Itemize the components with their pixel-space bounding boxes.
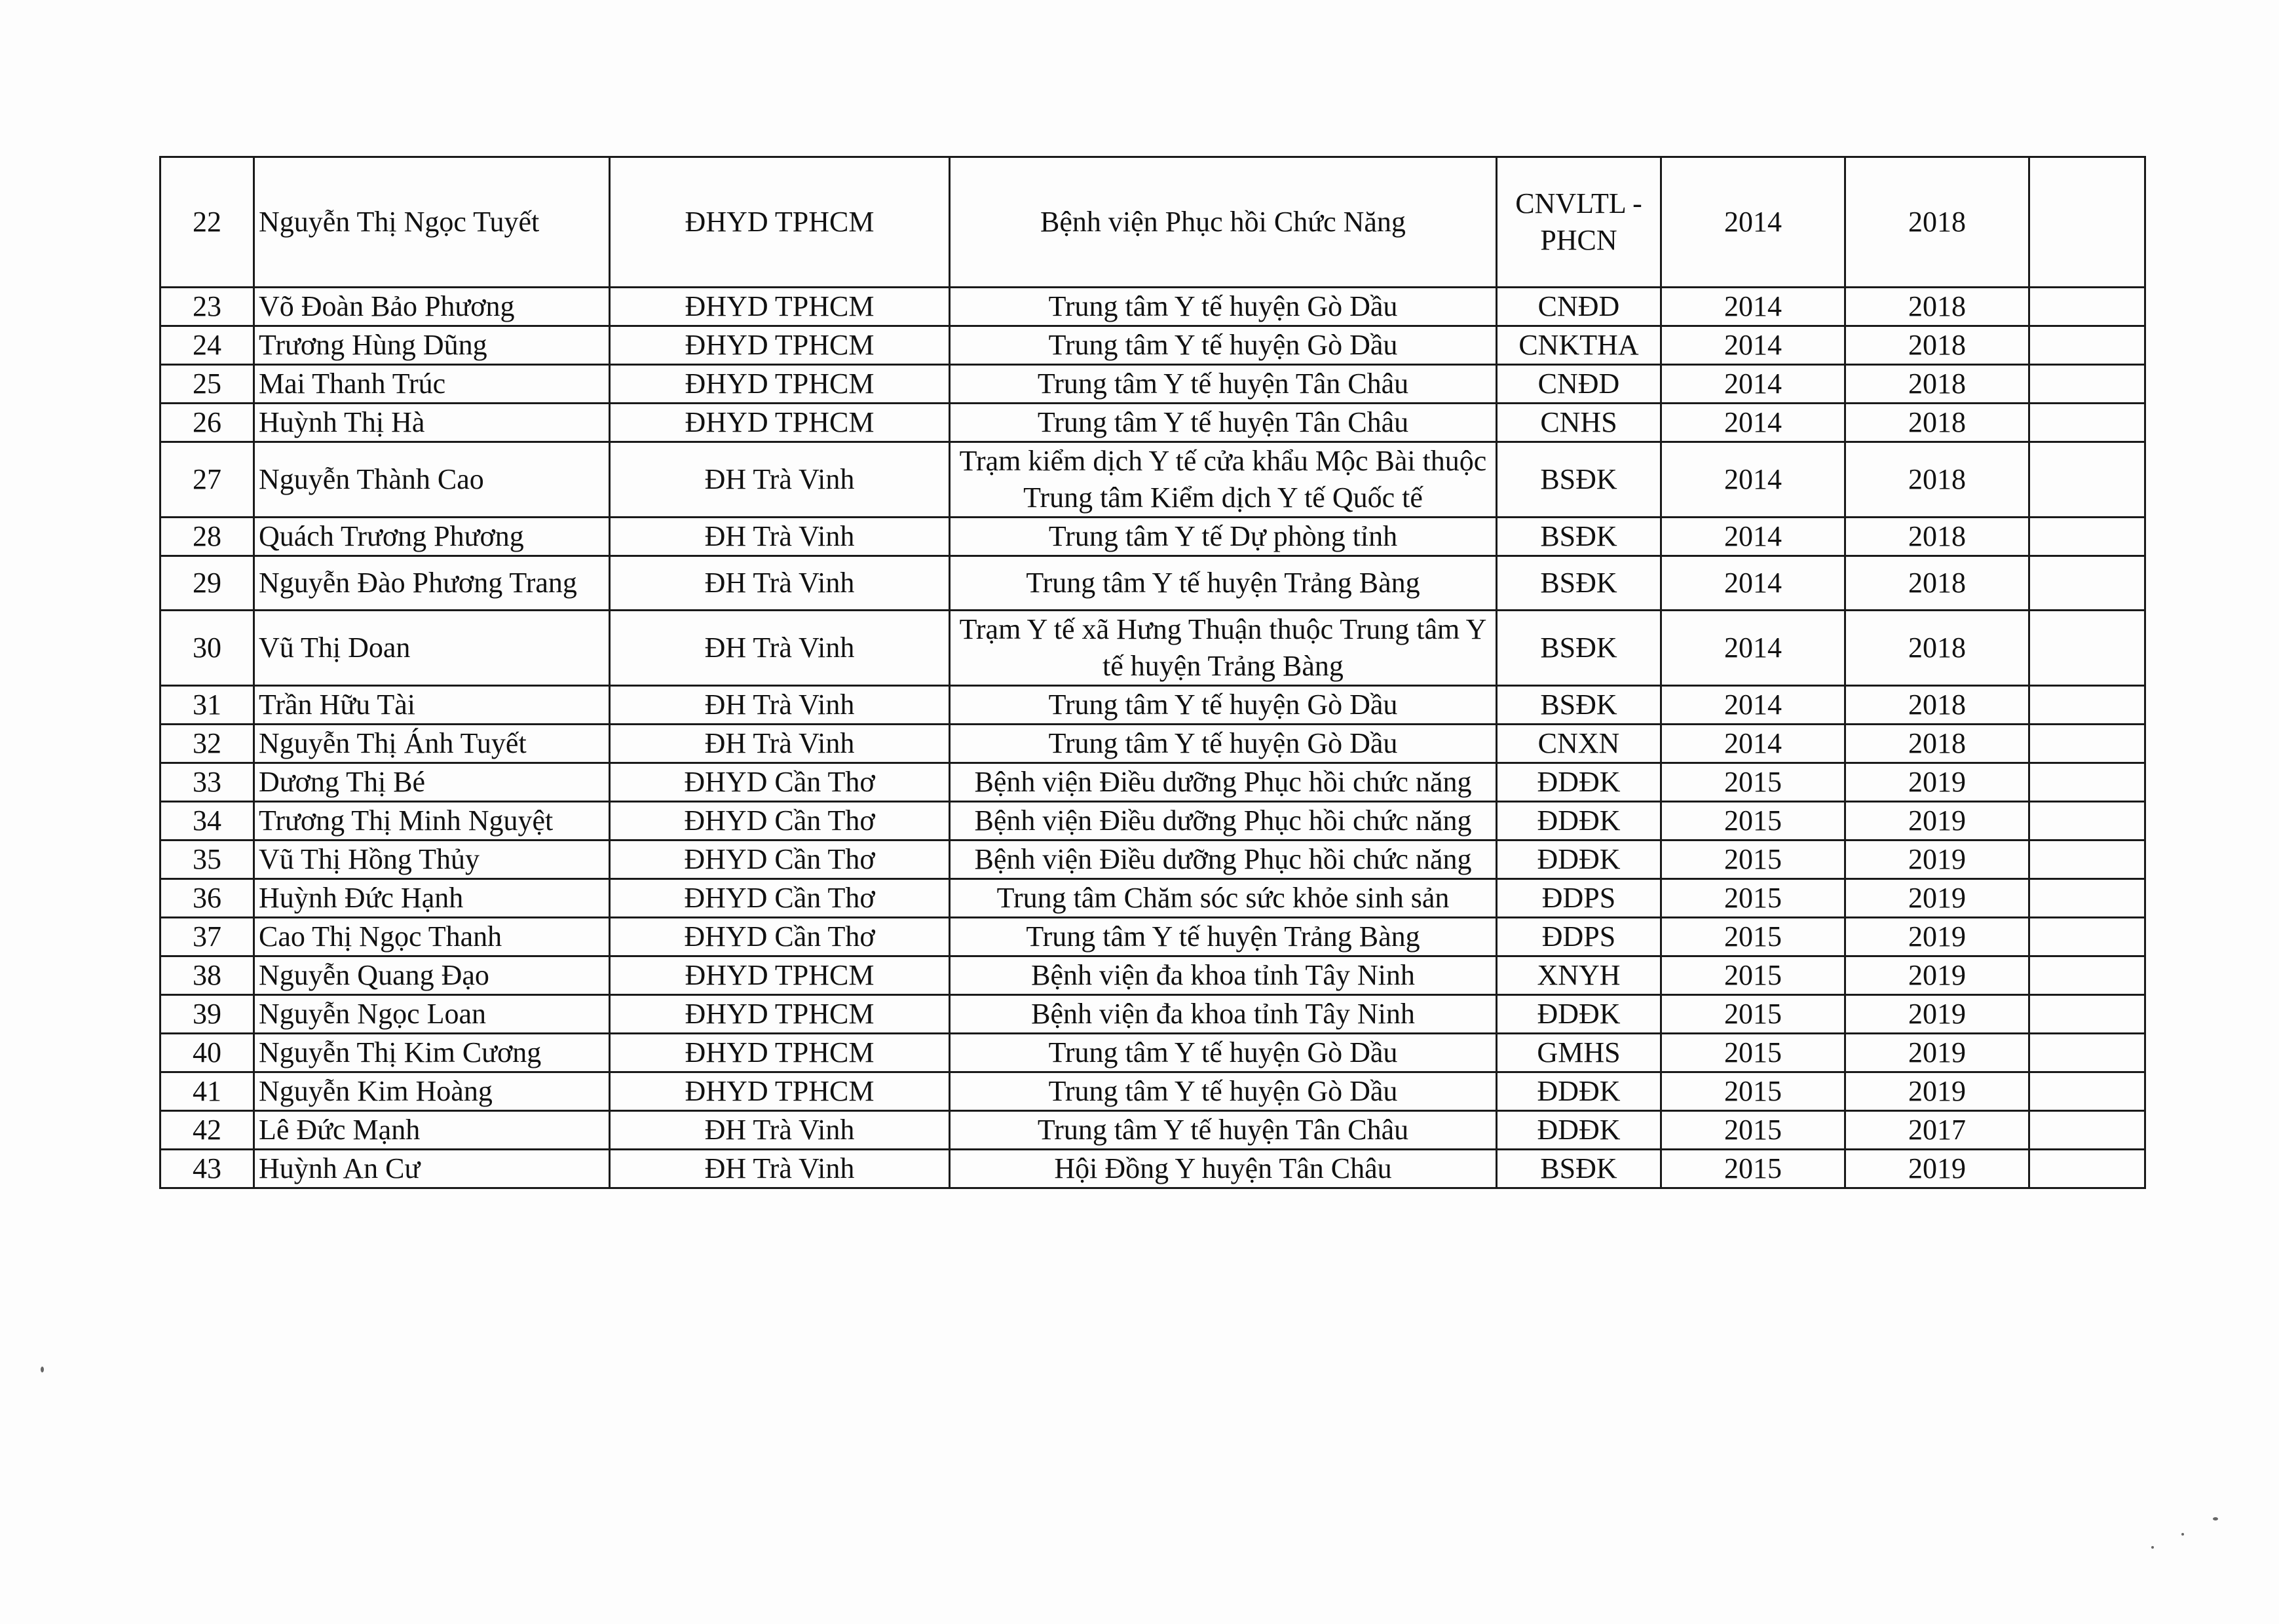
cell-school: ĐH Trà Vinh — [610, 518, 950, 556]
cell-school: ĐHYD TPHCM — [610, 1072, 950, 1111]
table-row — [160, 840, 2145, 879]
table-row — [160, 1111, 2145, 1150]
cell-end-year: 2019 — [1845, 840, 2029, 879]
cell-workplace: Trung tâm Y tế huyện Tân Châu — [950, 404, 1497, 442]
cell-note — [2029, 1034, 2145, 1072]
cell-name: Nguyễn Ngọc Loan — [254, 995, 610, 1034]
cell-start-year: 2015 — [1661, 840, 1845, 879]
cell-school: ĐH Trà Vinh — [610, 686, 950, 725]
cell-workplace: Trạm Y tế xã Hưng Thuận thuộc Trung tâm Y tế huyện Trảng Bàng — [950, 611, 1497, 686]
cell-workplace: Trung tâm Y tế huyện Gò Dầu — [950, 725, 1497, 763]
cell-school: ĐH Trà Vinh — [610, 556, 950, 611]
cell-end-year: 2018 — [1845, 442, 2029, 518]
cell-end-year: 2018 — [1845, 686, 2029, 725]
cell-note — [2029, 326, 2145, 365]
table-row — [160, 611, 2145, 686]
cell-name: Nguyễn Thị Ngọc Tuyết — [254, 157, 610, 288]
cell-name: Nguyễn Thị Kim Cương — [254, 1034, 610, 1072]
table-row — [160, 725, 2145, 763]
cell-end-year: 2018 — [1845, 404, 2029, 442]
cell-major: BSĐK — [1497, 518, 1661, 556]
cell-school: ĐH Trà Vinh — [610, 1111, 950, 1150]
cell-workplace: Bệnh viện Điều dưỡng Phục hồi chức năng — [950, 840, 1497, 879]
scan-speck — [2151, 1546, 2154, 1549]
table-row — [160, 1034, 2145, 1072]
cell-stt: 34 — [160, 802, 254, 840]
cell-name: Quách Trương Phương — [254, 518, 610, 556]
cell-major: CNXN — [1497, 725, 1661, 763]
cell-note — [2029, 802, 2145, 840]
table-row — [160, 365, 2145, 404]
cell-school: ĐHYD TPHCM — [610, 995, 950, 1034]
cell-major: XNYH — [1497, 956, 1661, 995]
cell-name: Cao Thị Ngọc Thanh — [254, 918, 610, 956]
cell-stt: 31 — [160, 686, 254, 725]
cell-stt: 26 — [160, 404, 254, 442]
cell-start-year: 2014 — [1661, 518, 1845, 556]
cell-stt: 30 — [160, 611, 254, 686]
table-row — [160, 404, 2145, 442]
cell-name: Trương Hùng Dũng — [254, 326, 610, 365]
cell-start-year: 2015 — [1661, 763, 1845, 802]
cell-note — [2029, 611, 2145, 686]
cell-school: ĐHYD TPHCM — [610, 404, 950, 442]
table-row — [160, 442, 2145, 518]
cell-start-year: 2015 — [1661, 879, 1845, 918]
cell-end-year: 2019 — [1845, 918, 2029, 956]
cell-major: ĐDĐK — [1497, 995, 1661, 1034]
cell-stt: 33 — [160, 763, 254, 802]
cell-start-year: 2015 — [1661, 802, 1845, 840]
cell-start-year: 2015 — [1661, 956, 1845, 995]
cell-school: ĐHYD TPHCM — [610, 157, 950, 288]
cell-note — [2029, 995, 2145, 1034]
scan-speck — [2213, 1517, 2218, 1520]
cell-end-year: 2018 — [1845, 157, 2029, 288]
cell-workplace: Trung tâm Y tế huyện Trảng Bàng — [950, 556, 1497, 611]
cell-workplace: Trung tâm Y tế huyện Tân Châu — [950, 1111, 1497, 1150]
cell-major: BSĐK — [1497, 686, 1661, 725]
cell-end-year: 2019 — [1845, 1034, 2029, 1072]
cell-end-year: 2018 — [1845, 288, 2029, 326]
cell-workplace: Trung tâm Y tế huyện Gò Dầu — [950, 326, 1497, 365]
cell-stt: 37 — [160, 918, 254, 956]
cell-end-year: 2019 — [1845, 879, 2029, 918]
cell-school: ĐH Trà Vinh — [610, 1150, 950, 1188]
cell-end-year: 2019 — [1845, 802, 2029, 840]
cell-note — [2029, 1111, 2145, 1150]
table-row — [160, 556, 2145, 611]
table-row — [160, 879, 2145, 918]
cell-name: Huỳnh Thị Hà — [254, 404, 610, 442]
cell-stt: 29 — [160, 556, 254, 611]
cell-end-year: 2018 — [1845, 725, 2029, 763]
cell-name: Võ Đoàn Bảo Phương — [254, 288, 610, 326]
cell-stt: 32 — [160, 725, 254, 763]
cell-name: Nguyễn Thành Cao — [254, 442, 610, 518]
staff-training-table — [159, 156, 2146, 1189]
table-row — [160, 956, 2145, 995]
cell-start-year: 2014 — [1661, 404, 1845, 442]
cell-stt: 22 — [160, 157, 254, 288]
cell-major: ĐDPS — [1497, 918, 1661, 956]
cell-school: ĐH Trà Vinh — [610, 725, 950, 763]
cell-note — [2029, 404, 2145, 442]
cell-name: Trần Hữu Tài — [254, 686, 610, 725]
table-row — [160, 995, 2145, 1034]
cell-major: ĐDĐK — [1497, 802, 1661, 840]
cell-name: Nguyễn Kim Hoàng — [254, 1072, 610, 1111]
cell-name: Mai Thanh Trúc — [254, 365, 610, 404]
cell-school: ĐHYD Cần Thơ — [610, 763, 950, 802]
scan-speck — [41, 1367, 44, 1372]
cell-start-year: 2014 — [1661, 157, 1845, 288]
table-row — [160, 326, 2145, 365]
cell-name: Dương Thị Bé — [254, 763, 610, 802]
cell-end-year: 2019 — [1845, 995, 2029, 1034]
cell-school: ĐHYD TPHCM — [610, 365, 950, 404]
table-row — [160, 288, 2145, 326]
table-row — [160, 802, 2145, 840]
cell-school: ĐH Trà Vinh — [610, 442, 950, 518]
cell-stt: 40 — [160, 1034, 254, 1072]
cell-start-year: 2014 — [1661, 288, 1845, 326]
cell-start-year: 2015 — [1661, 995, 1845, 1034]
cell-stt: 43 — [160, 1150, 254, 1188]
cell-name: Huỳnh Đức Hạnh — [254, 879, 610, 918]
cell-stt: 25 — [160, 365, 254, 404]
cell-workplace: Bệnh viện Điều dưỡng Phục hồi chức năng — [950, 763, 1497, 802]
cell-note — [2029, 879, 2145, 918]
cell-workplace: Bệnh viện đa khoa tỉnh Tây Ninh — [950, 956, 1497, 995]
cell-name: Vũ Thị Hồng Thủy — [254, 840, 610, 879]
cell-workplace: Trung tâm Y tế huyện Tân Châu — [950, 365, 1497, 404]
cell-stt: 39 — [160, 995, 254, 1034]
cell-end-year: 2018 — [1845, 611, 2029, 686]
cell-end-year: 2018 — [1845, 518, 2029, 556]
cell-major: BSĐK — [1497, 442, 1661, 518]
cell-start-year: 2015 — [1661, 1072, 1845, 1111]
cell-major: ĐDPS — [1497, 879, 1661, 918]
cell-name: Nguyễn Quang Đạo — [254, 956, 610, 995]
cell-major: BSĐK — [1497, 1150, 1661, 1188]
cell-stt: 28 — [160, 518, 254, 556]
cell-school: ĐHYD Cần Thơ — [610, 918, 950, 956]
cell-note — [2029, 288, 2145, 326]
cell-end-year: 2017 — [1845, 1111, 2029, 1150]
cell-note — [2029, 157, 2145, 288]
cell-school: ĐHYD TPHCM — [610, 1034, 950, 1072]
table-row — [160, 518, 2145, 556]
cell-major: BSĐK — [1497, 611, 1661, 686]
table-row — [160, 1150, 2145, 1188]
cell-end-year: 2018 — [1845, 326, 2029, 365]
scan-speck — [2181, 1533, 2184, 1536]
cell-school: ĐHYD Cần Thơ — [610, 879, 950, 918]
cell-name: Vũ Thị Doan — [254, 611, 610, 686]
cell-note — [2029, 518, 2145, 556]
cell-major: CNVLTL - PHCN — [1497, 157, 1661, 288]
cell-workplace: Trạm kiểm dịch Y tế cửa khẩu Mộc Bài thuộc Trung tâm Kiểm dịch Y tế Quốc tế — [950, 442, 1497, 518]
cell-major: CNHS — [1497, 404, 1661, 442]
cell-stt: 23 — [160, 288, 254, 326]
cell-name: Lê Đức Mạnh — [254, 1111, 610, 1150]
cell-note — [2029, 365, 2145, 404]
cell-end-year: 2019 — [1845, 956, 2029, 995]
cell-end-year: 2018 — [1845, 556, 2029, 611]
cell-stt: 36 — [160, 879, 254, 918]
cell-workplace: Trung tâm Y tế Dự phòng tỉnh — [950, 518, 1497, 556]
cell-stt: 27 — [160, 442, 254, 518]
cell-workplace: Trung tâm Y tế huyện Trảng Bàng — [950, 918, 1497, 956]
cell-major: ĐDĐK — [1497, 1072, 1661, 1111]
cell-start-year: 2015 — [1661, 1034, 1845, 1072]
cell-school: ĐHYD Cần Thơ — [610, 840, 950, 879]
cell-name: Nguyễn Đào Phương Trang — [254, 556, 610, 611]
cell-stt: 24 — [160, 326, 254, 365]
cell-workplace: Trung tâm Y tế huyện Gò Dầu — [950, 1072, 1497, 1111]
table-body — [160, 157, 2145, 1188]
cell-start-year: 2015 — [1661, 1111, 1845, 1150]
cell-school: ĐHYD Cần Thơ — [610, 802, 950, 840]
cell-school: ĐHYD TPHCM — [610, 956, 950, 995]
cell-workplace: Trung tâm Y tế huyện Gò Dầu — [950, 288, 1497, 326]
cell-workplace: Trung tâm Y tế huyện Gò Dầu — [950, 686, 1497, 725]
cell-school: ĐH Trà Vinh — [610, 611, 950, 686]
table-row — [160, 686, 2145, 725]
cell-major: CNĐD — [1497, 365, 1661, 404]
cell-end-year: 2018 — [1845, 365, 2029, 404]
cell-workplace: Hội Đồng Y huyện Tân Châu — [950, 1150, 1497, 1188]
cell-major: ĐDĐK — [1497, 840, 1661, 879]
cell-note — [2029, 763, 2145, 802]
cell-stt: 38 — [160, 956, 254, 995]
table-row — [160, 918, 2145, 956]
cell-note — [2029, 442, 2145, 518]
cell-workplace: Bệnh viện Điều dưỡng Phục hồi chức năng — [950, 802, 1497, 840]
cell-start-year: 2015 — [1661, 918, 1845, 956]
cell-workplace: Trung tâm Chăm sóc sức khỏe sinh sản — [950, 879, 1497, 918]
cell-start-year: 2014 — [1661, 442, 1845, 518]
cell-start-year: 2014 — [1661, 725, 1845, 763]
cell-end-year: 2019 — [1845, 1150, 2029, 1188]
cell-school: ĐHYD TPHCM — [610, 288, 950, 326]
cell-note — [2029, 918, 2145, 956]
cell-name: Huỳnh An Cư — [254, 1150, 610, 1188]
cell-start-year: 2014 — [1661, 556, 1845, 611]
cell-major: CNĐD — [1497, 288, 1661, 326]
cell-school: ĐHYD TPHCM — [610, 326, 950, 365]
table-row — [160, 1072, 2145, 1111]
cell-note — [2029, 686, 2145, 725]
cell-workplace: Trung tâm Y tế huyện Gò Dầu — [950, 1034, 1497, 1072]
cell-major: GMHS — [1497, 1034, 1661, 1072]
cell-stt: 42 — [160, 1111, 254, 1150]
cell-note — [2029, 1072, 2145, 1111]
cell-major: CNKTHA — [1497, 326, 1661, 365]
cell-start-year: 2014 — [1661, 326, 1845, 365]
cell-note — [2029, 956, 2145, 995]
table-row — [160, 157, 2145, 288]
cell-end-year: 2019 — [1845, 1072, 2029, 1111]
cell-name: Nguyễn Thị Ánh Tuyết — [254, 725, 610, 763]
cell-workplace: Bệnh viện đa khoa tỉnh Tây Ninh — [950, 995, 1497, 1034]
cell-major: BSĐK — [1497, 556, 1661, 611]
cell-note — [2029, 725, 2145, 763]
cell-note — [2029, 1150, 2145, 1188]
cell-stt: 41 — [160, 1072, 254, 1111]
cell-start-year: 2014 — [1661, 611, 1845, 686]
cell-note — [2029, 556, 2145, 611]
cell-workplace: Bệnh viện Phục hồi Chức Năng — [950, 157, 1497, 288]
cell-note — [2029, 840, 2145, 879]
cell-stt: 35 — [160, 840, 254, 879]
cell-name: Trương Thị Minh Nguyệt — [254, 802, 610, 840]
cell-major: ĐDĐK — [1497, 763, 1661, 802]
cell-start-year: 2014 — [1661, 686, 1845, 725]
cell-start-year: 2014 — [1661, 365, 1845, 404]
cell-major: ĐDĐK — [1497, 1111, 1661, 1150]
cell-end-year: 2019 — [1845, 763, 2029, 802]
table-row — [160, 763, 2145, 802]
cell-start-year: 2015 — [1661, 1150, 1845, 1188]
